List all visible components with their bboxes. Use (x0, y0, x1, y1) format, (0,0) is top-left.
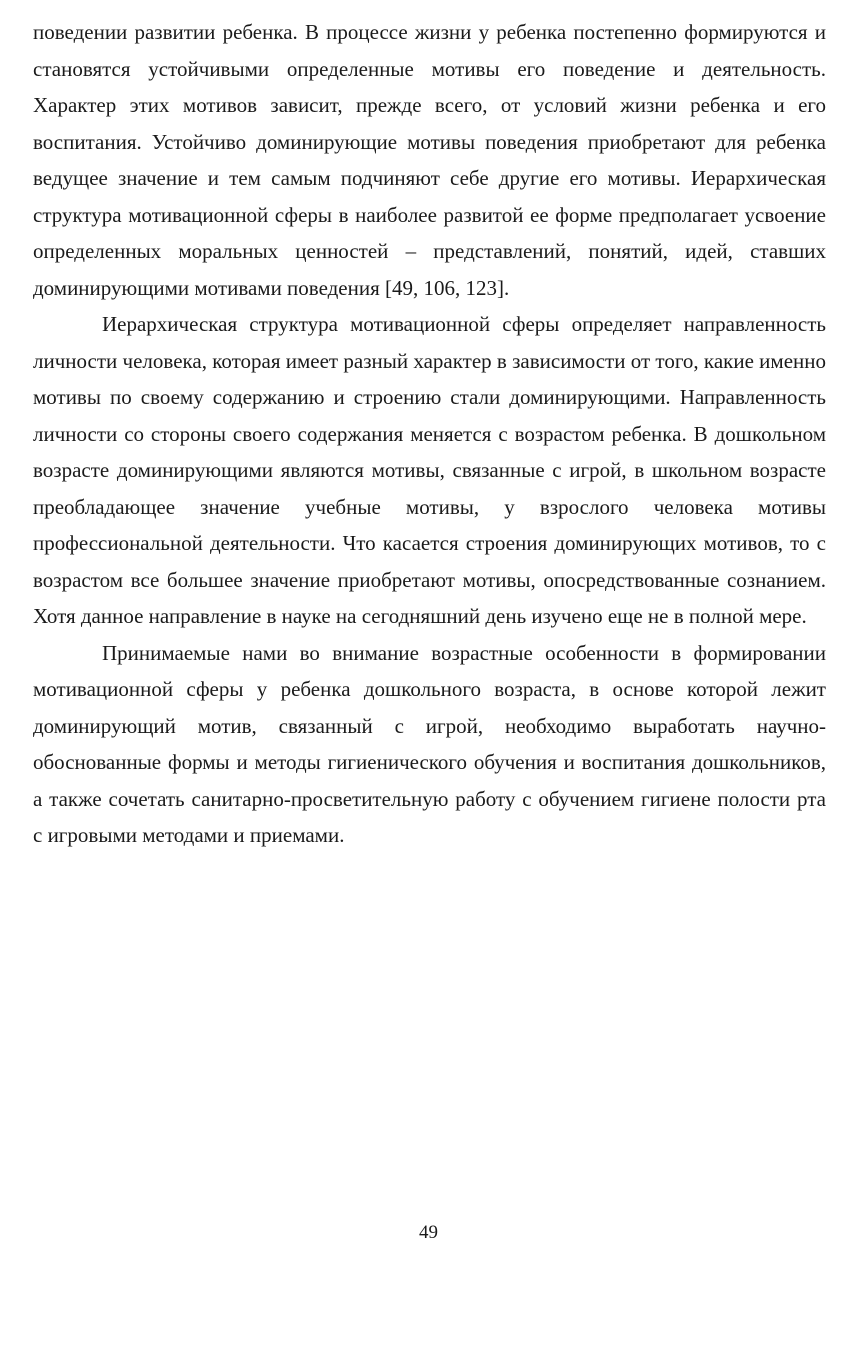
paragraph-2: Иерархическая структура мотивационной сферы определяет направленность личности человека, которая имеет разный характер в зависимости от того, какие именно мотивы по своему содержанию и строению стали доминирующими. Направленность личности со стороны своего содержания меняется с возрастом ребенка. В дошкольном возрасте доминирующими являются мотивы, связанные с игрой, в школьном возрасте преобладающее значение учебные мотивы, у взрослого человека мотивы профессиональной деятельности. Что касается строения доминирующих мотивов, то с возрастом все большее значение приобретают мотивы, опосредствованные сознанием. Хотя данное направление в науке на сегодняшний день изучено еще не в полной мере. (33, 312, 826, 628)
paragraph-3: Принимаемые нами во внимание возрастные особенности в формировании мотивационной сферы у ребенка дошкольного возраста, в основе которой лежит доминирующий мотив, связанный с игрой, необходимо выработать научно-обоснованные формы и методы гигиенического обучения и воспитания дошкольников, а также сочетать санитарно-просветительную работу с обучением гигиене полости рта с игровыми методами и приемами. (33, 640, 826, 847)
page-number: 49 (419, 1222, 438, 1243)
document-page (33, 14, 826, 854)
paragraph-1: поведении развитии ребенка. В процессе жизни у ребенка постепенно формируются и становятся устойчивыми определенные мотивы его поведение и деятельность. Характер этих мотивов зависит, прежде всего, от условий жизни ребенка и его воспитания. Устойчиво доминирующие мотивы поведения приобретают для ребенка ведущее значение и тем самым подчиняют себе другие его мотивы. Иерархическая структура мотивационной сферы в наиболее развитой ее форме предполагает усвоение определенных моральных ценностей – представлений, понятий, идей, ставших доминирующими мотивами поведения [49, 106, 123]. (33, 20, 826, 300)
